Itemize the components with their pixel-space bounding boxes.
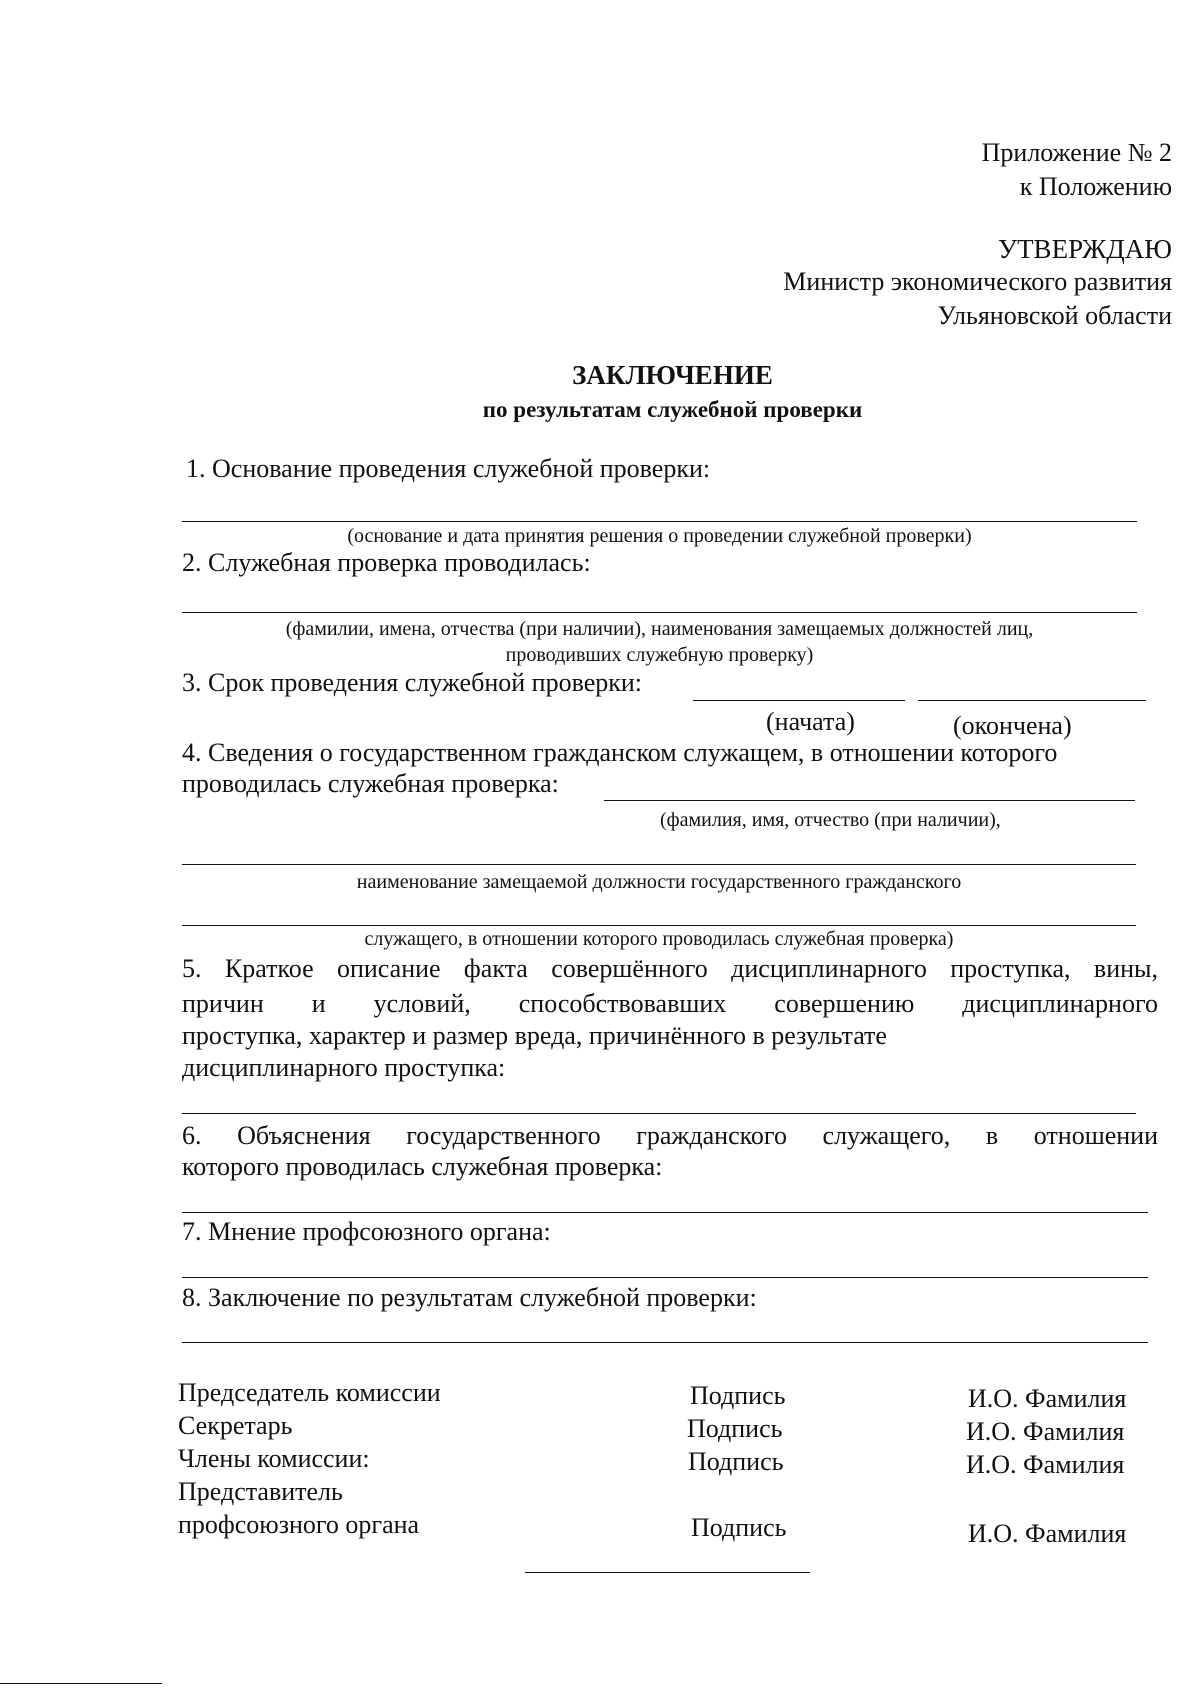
signature-name-chair: И.О. Фамилия bbox=[968, 1384, 1127, 1413]
appendix-number: Приложение № 2 bbox=[981, 138, 1172, 167]
section-2-label: 2. Служебная проверка проводилась: bbox=[182, 548, 591, 577]
signature-placeholder-members[interactable]: Подпись bbox=[688, 1447, 784, 1476]
section-5-text-4: дисциплинарного проступка: bbox=[182, 1053, 506, 1082]
section-4-text-1: 4. Сведения о государственном гражданском служащем, в отношении которого bbox=[182, 738, 1058, 767]
section-2-note-1: (фамилии, имена, отчества (при наличии), наименования замещаемых должностей лиц, bbox=[285, 618, 1034, 640]
document-subtitle: по результатам служебной проверки bbox=[482, 397, 863, 422]
signature-name-secretary: И.О. Фамилия bbox=[966, 1417, 1125, 1446]
section-4-text-2: проводилась служебная проверка: bbox=[182, 769, 559, 798]
section-3-end-date-line[interactable] bbox=[918, 700, 1146, 701]
signature-role-members: Члены комиссии: bbox=[178, 1444, 370, 1473]
section-7-fill-line[interactable] bbox=[182, 1277, 1148, 1278]
section-6-fill-line[interactable] bbox=[182, 1212, 1148, 1213]
section-4-fill-line-3[interactable] bbox=[182, 925, 1136, 926]
section-5-fill-line[interactable] bbox=[182, 1113, 1136, 1114]
section-4-note-3: служащего, в отношении которого проводилась служебная проверка) bbox=[364, 928, 954, 950]
section-4-note-2: наименование замещаемой должности государственного гражданского bbox=[356, 871, 962, 893]
section-3-started-caption: (начата) bbox=[766, 707, 855, 736]
section-5-text-3: проступка, характер и размер вреда, причинённого в результате bbox=[182, 1021, 887, 1050]
section-1-fill-line[interactable] bbox=[182, 521, 1137, 522]
signature-name-members: И.О. Фамилия bbox=[966, 1450, 1125, 1479]
signature-name-union: И.О. Фамилия bbox=[968, 1519, 1127, 1548]
signature-placeholder-secretary[interactable]: Подпись bbox=[687, 1414, 783, 1443]
signature-role-secretary: Секретарь bbox=[178, 1411, 293, 1440]
signature-role-union-1: Представитель bbox=[178, 1477, 343, 1506]
section-6-text-2: которого проводилась служебная проверка: bbox=[182, 1152, 663, 1181]
signature-role-chair: Председатель комиссии bbox=[178, 1378, 441, 1407]
closing-divider bbox=[525, 1572, 810, 1573]
section-3-label: 3. Срок проведения служебной проверки: bbox=[182, 668, 643, 697]
section-8-label: 8. Заключение по результатам служебной проверки: bbox=[182, 1283, 757, 1312]
section-2-fill-line[interactable] bbox=[182, 612, 1137, 613]
section-3-ended-caption: (окончена) bbox=[953, 711, 1072, 740]
appendix-reference: к Положению bbox=[1019, 172, 1172, 201]
approver-region: Ульяновской области bbox=[937, 301, 1172, 330]
section-4-fill-line-1[interactable] bbox=[604, 800, 1135, 801]
section-5-text-1: 5. Краткое описание факта совершённого дисциплинарного проступка, вины, bbox=[182, 954, 1158, 983]
section-4-note-1: (фамилия, имя, отчество (при наличии), bbox=[660, 809, 1001, 831]
section-1-note: (основание и дата принятия решения о проведении служебной проверки) bbox=[347, 525, 972, 547]
section-8-fill-line[interactable] bbox=[182, 1342, 1148, 1343]
section-4-fill-line-2[interactable] bbox=[182, 864, 1136, 865]
footnote-divider bbox=[0, 1683, 162, 1684]
signature-role-union-2: профсоюзного органа bbox=[178, 1510, 420, 1539]
section-6-text-1: 6. Объяснения государственного гражданского служащего, в отношении bbox=[182, 1121, 1158, 1150]
section-2-note-2: проводивших служебную проверку) bbox=[505, 644, 814, 666]
approver-position: Министр экономического развития bbox=[783, 267, 1172, 296]
document-title: ЗАКЛЮЧЕНИЕ bbox=[572, 360, 773, 390]
approve-stamp-text: УТВЕРЖДАЮ bbox=[997, 234, 1172, 264]
signature-placeholder-union[interactable]: Подпись bbox=[691, 1513, 787, 1542]
section-3-start-date-line[interactable] bbox=[693, 700, 905, 701]
section-5-text-2: причин и условий, способствовавших совершению дисциплинарного bbox=[182, 989, 1158, 1018]
section-7-label: 7. Мнение профсоюзного органа: bbox=[182, 1217, 551, 1246]
signature-placeholder-chair[interactable]: Подпись bbox=[690, 1381, 786, 1410]
section-1-label: 1. Основание проведения служебной проверки: bbox=[186, 454, 711, 483]
